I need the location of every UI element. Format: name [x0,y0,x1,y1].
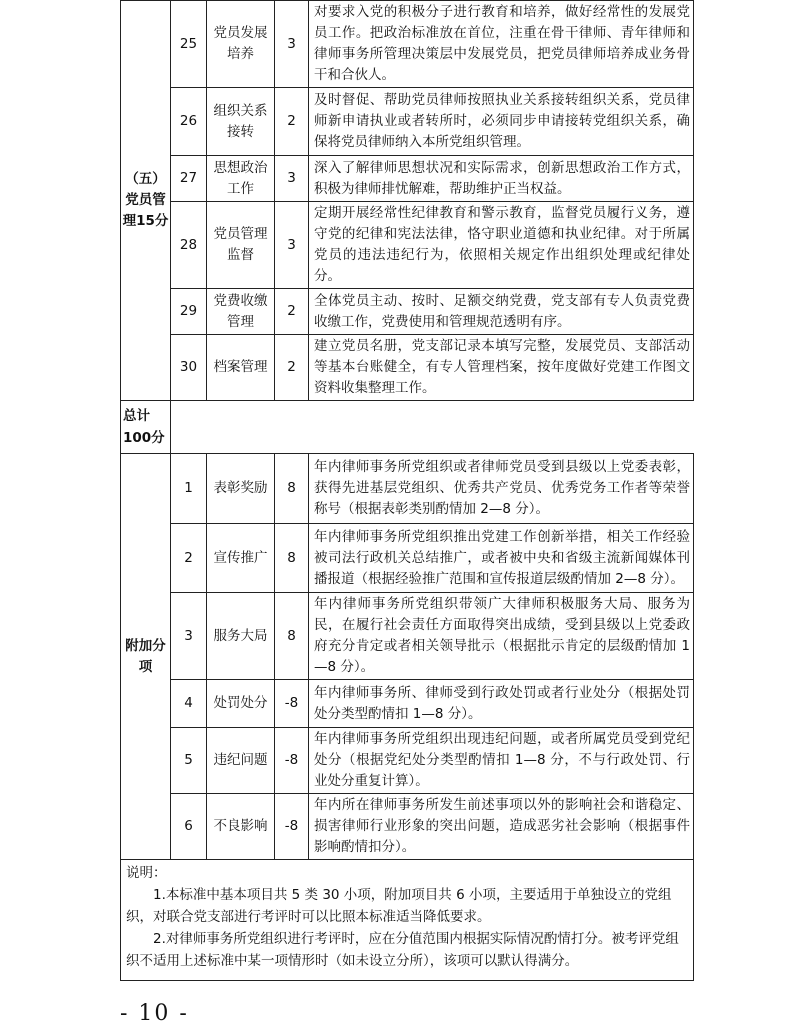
item-name: 组织关系接转 [207,88,275,156]
item-number: 5 [171,728,207,794]
item-name: 党员管理监督 [207,202,275,289]
item-score: 2 [275,88,309,156]
item-description: 年内律师事务所党组织或者律师党员受到县级以上党委表彰，获得先进基层党组织、优秀共产党员、优秀党务工作者等荣誉称号（根据表彰类别酌情加 2—8 分）。 [309,454,694,524]
table-row [121,794,694,860]
table-row [121,680,694,728]
item-score: -8 [275,728,309,794]
item-description: 年内律师事务所、律师受到行政处罚或者行业处分（根据处罚处分类型酌情扣 1—8 分）。 [309,680,694,728]
category-cell: （五）党员管理15分 [121,1,171,401]
total-row [121,401,694,454]
item-score: -8 [275,680,309,728]
note-item: 1.本标准中基本项目共 5 类 30 小项，附加项目共 6 小项，主要适用于单独设立的党组织，对联合党支部进行考评时可以比照本标准适当降低要求。 [126,887,672,925]
category-cell: 附加分项 [121,454,171,860]
item-score: 2 [275,335,309,401]
item-description: 年内律师事务所党组织推出党建工作创新举措，相关工作经验被司法行政机关总结推广，或者被中央和省级主流新闻媒体刊播报道（根据经验推广范围和宣传报道层级酌情加 2—8 分）。 [309,524,694,593]
table-row [121,728,694,794]
item-name: 思想政治工作 [207,156,275,202]
total-label: 总计100分 [121,401,171,454]
item-score: 2 [275,289,309,335]
table-row [121,156,694,202]
table-row [121,454,694,524]
note-item: 2.对律师事务所党组织进行考评时，应在分值范围内根据实际情况酌情打分。被考评党组织不适用上述标准中某一项情形时（如未设立分所），该项可以默认得满分。 [126,931,679,969]
item-name: 党员发展培养 [207,1,275,88]
item-number: 4 [171,680,207,728]
item-number: 2 [171,524,207,593]
table-row [121,289,694,335]
item-score: 3 [275,202,309,289]
item-description: 及时督促、帮助党员律师按照执业关系接转组织关系，党员律师新申请执业或者转所时，必须同步申请接转党组织关系，确保将党员律师纳入本所党组织管理。 [309,88,694,156]
notes-cell [121,860,694,981]
item-number: 6 [171,794,207,860]
table-row [121,524,694,593]
item-number: 1 [171,454,207,524]
item-score: -8 [275,794,309,860]
item-number: 30 [171,335,207,401]
table-row [121,202,694,289]
item-score: 8 [275,593,309,680]
item-number: 27 [171,156,207,202]
item-description: 建立党员名册，党支部记录本填写完整，发展党员、支部活动等基本台账健全，有专人管理档案，按年度做好党建工作图文资料收集整理工作。 [309,335,694,401]
item-number: 26 [171,88,207,156]
item-name: 不良影响 [207,794,275,860]
item-name: 档案管理 [207,335,275,401]
item-name: 表彰奖励 [207,454,275,524]
scoring-table [120,0,694,981]
page-number: - 10 - [120,1001,189,1026]
total-empty [171,401,694,454]
item-description: 全体党员主动、按时、足额交纳党费，党支部有专人负责党费收缴工作，党费使用和管理规范透明有序。 [309,289,694,335]
item-description: 年内律师事务所党组织带领广大律师积极服务大局、服务为民，在履行社会责任方面取得突出成绩，受到县级以上党委政府充分肯定或者相关领导批示（根据批示肯定的层级酌情加 1—8 分）。 [309,593,694,680]
notes-title: 说明： [126,865,167,881]
item-number: 28 [171,202,207,289]
item-name: 党费收缴管理 [207,289,275,335]
item-score: 3 [275,156,309,202]
item-score: 8 [275,524,309,593]
item-name: 违纪问题 [207,728,275,794]
notes-row [121,860,694,981]
item-number: 29 [171,289,207,335]
item-description: 对要求入党的积极分子进行教育和培养，做好经常性的发展党员工作。把政治标准放在首位，注重在骨干律师、青年律师和律师事务所管理决策层中发展党员，把党员律师培养成业务骨干和合伙人。 [309,1,694,88]
item-description: 年内所在律师事务所发生前述事项以外的影响社会和谐稳定、损害律师行业形象的突出问题，造成恶劣社会影响（根据事件影响酌情扣分）。 [309,794,694,860]
item-name: 服务大局 [207,593,275,680]
item-score: 8 [275,454,309,524]
item-description: 深入了解律师思想状况和实际需求，创新思想政治工作方式，积极为律师排忧解难，帮助维护正当权益。 [309,156,694,202]
table-row [121,88,694,156]
table-row [121,593,694,680]
item-score: 3 [275,1,309,88]
table-row [121,1,694,88]
item-description: 定期开展经常性纪律教育和警示教育，监督党员履行义务，遵守党的纪律和宪法法律，恪守职业道德和执业纪律。对于所属党员的违法违纪行为，依照相关规定作出组织处理或纪律处分。 [309,202,694,289]
item-name: 处罚处分 [207,680,275,728]
item-number: 25 [171,1,207,88]
item-description: 年内律师事务所党组织出现违纪问题，或者所属党员受到党纪处分（根据党纪处分类型酌情扣 1—8 分，不与行政处罚、行业处分重复计算）。 [309,728,694,794]
table-row [121,335,694,401]
item-name: 宣传推广 [207,524,275,593]
item-number: 3 [171,593,207,680]
